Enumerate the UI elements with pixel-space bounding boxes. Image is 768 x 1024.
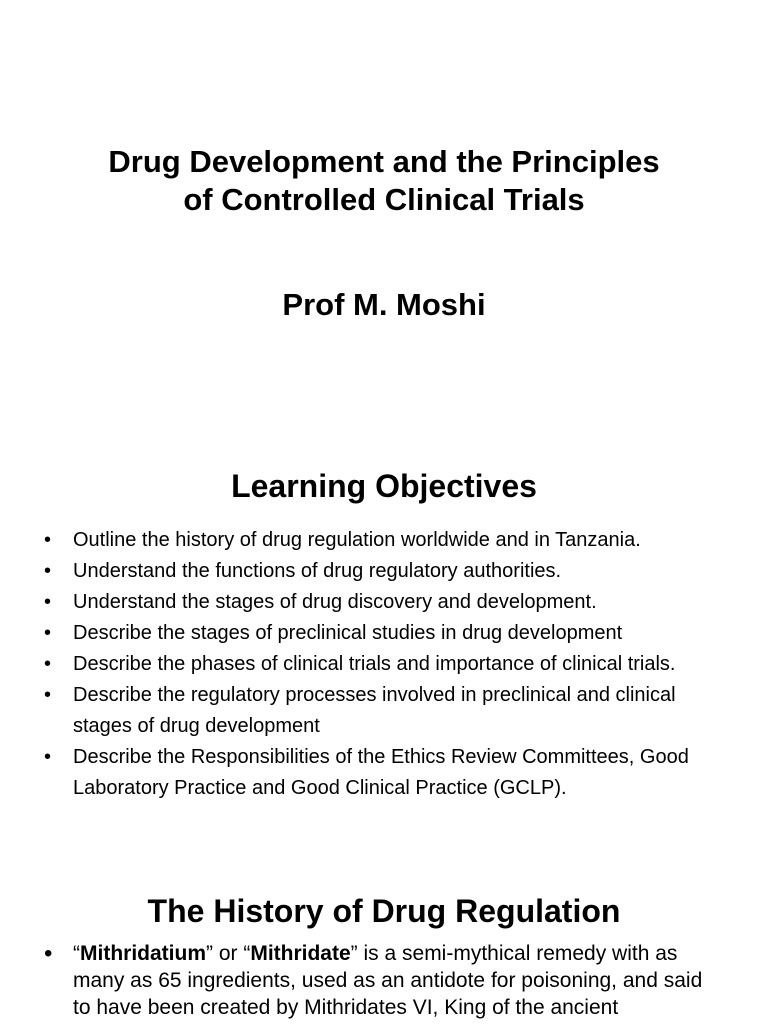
term-mithridate: Mithridate xyxy=(250,942,351,965)
bullet-icon: • xyxy=(44,622,52,644)
list-item: • Understand the functions of drug regulatory authorities. xyxy=(0,556,768,587)
list-item: • Describe the regulatory processes involved in preclinical and clinical stages of drug development xyxy=(0,680,768,742)
author-name: Prof M. Moshi xyxy=(282,287,486,322)
term-mithridatium: Mithridatium xyxy=(80,942,206,965)
bullet-icon: • xyxy=(44,560,52,582)
bullet-icon: • xyxy=(44,529,52,551)
objectives-heading: Learning Objectives xyxy=(231,468,537,504)
history-list xyxy=(0,940,768,1021)
bullet-icon: • xyxy=(44,684,52,706)
title-line-2: of Controlled Clinical Trials xyxy=(183,182,585,217)
objectives-list xyxy=(0,525,768,804)
presentation-title xyxy=(0,143,768,219)
list-item: • Describe the Responsibilities of the Ethics Review Committees, Good Laboratory Practice and Good Clinical Practice (GCLP). xyxy=(0,742,768,804)
list-item: • Outline the history of drug regulation worldwide and in Tanzania. xyxy=(0,525,768,556)
list-item: • Understand the stages of drug discovery and development. xyxy=(0,587,768,618)
list-item: • Describe the phases of clinical trials and importance of clinical trials. xyxy=(0,649,768,680)
history-heading: The History of Drug Regulation xyxy=(147,893,621,929)
bullet-icon: • xyxy=(44,653,52,675)
bullet-icon: • xyxy=(44,940,53,967)
bullet-icon: • xyxy=(44,746,52,768)
bullet-icon: • xyxy=(44,591,52,613)
list-item: • Describe the stages of preclinical studies in drug development xyxy=(0,618,768,649)
list-item: • “Mithridatium” or “Mithridate” is a semi-mythical remedy with as many as 65 ingredients, used as an antidote for poisoning, and said to have been created by Mithridates VI, King of the ancient xyxy=(44,940,703,1019)
title-line-1: Drug Development and the Principles xyxy=(108,144,660,179)
